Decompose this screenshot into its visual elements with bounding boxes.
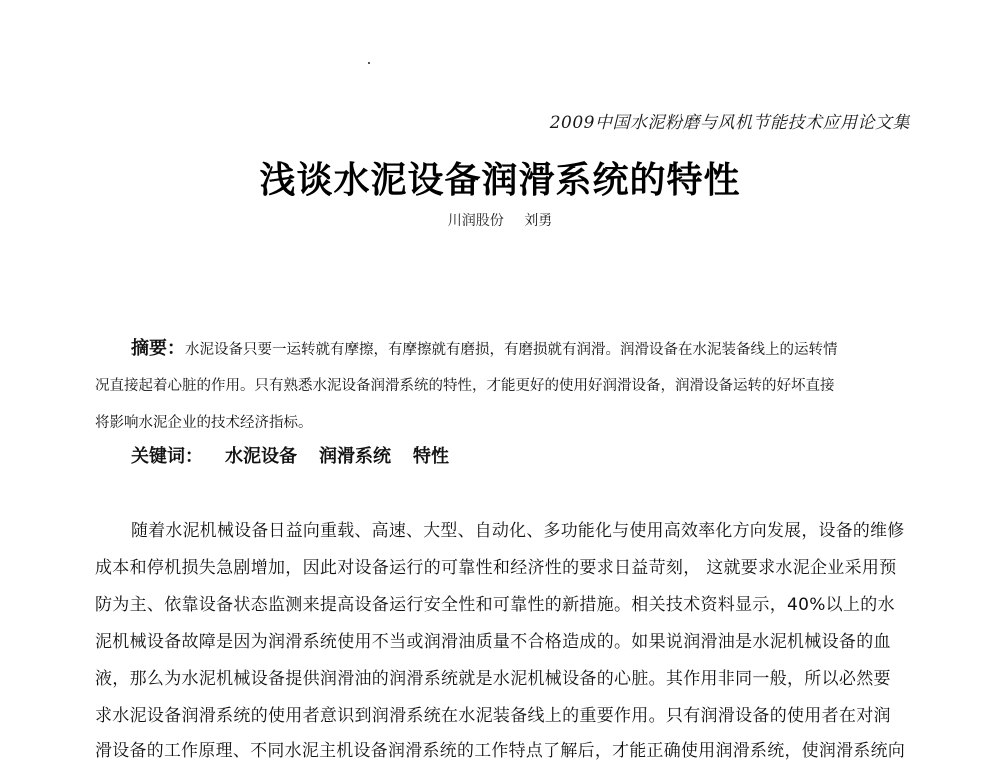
body-line-3: 防为主、依靠设备状态监测来提高设备运行安全性和可靠性的新措施。相关技术资料显示，40%以上的水 xyxy=(95,595,895,615)
author-line xyxy=(0,210,1000,230)
body-line-2: 成本和停机损失急剧增加，因此对设备运行的可靠性和经济性的要求日益苛刻， 这就要求水泥企业采用预 xyxy=(95,558,897,578)
abstract-line-3: 将影响水泥企业的技术经济指标。 xyxy=(95,415,313,431)
affiliation: 川润股份 xyxy=(447,213,504,229)
abstract-line-1 xyxy=(131,334,838,360)
abstract-text: 水泥设备只要一运转就有摩擦，有摩擦就有磨损，有磨损就有润滑。润滑设备在水泥装备线上的运转情 xyxy=(185,342,838,358)
scan-speck xyxy=(368,62,370,64)
keywords-line xyxy=(131,442,449,468)
body-line-4: 泥机械设备故障是因为润滑系统使用不当或润滑油质量不合格造成的。如果说润滑油是水泥机械设备的血 xyxy=(95,632,891,652)
keywords-label: 关键词： xyxy=(131,446,203,467)
author-name: 刘勇 xyxy=(524,213,553,229)
body-line-7: 滑设备的工作原理、不同水泥主机设备润滑系统的工作特点了解后，才能正确使用润滑系统，使润滑系统向 xyxy=(95,741,906,761)
body-line-5: 液，那么为水泥机械设备提供润滑油的润滑系统就是水泥机械设备的心脏。其作用非同一般，所以必然要 xyxy=(95,669,891,689)
abstract-line-2: 况直接起着心脏的作用。只有熟悉水泥设备润滑系统的特性，才能更好的使用好润滑设备，润滑设备运转的好坏直接 xyxy=(95,378,835,394)
collection-header: 2009中国水泥粉磨与风机节能技术应用论文集 xyxy=(549,113,910,133)
abstract-label: 摘要： xyxy=(131,338,185,359)
keyword-item: 润滑系统 xyxy=(319,446,391,467)
keyword-item: 水泥设备 xyxy=(225,446,297,467)
paper-title: 浅谈水泥设备润滑系统的特性 xyxy=(259,160,741,201)
keyword-item: 特性 xyxy=(413,446,449,467)
body-line-6: 求水泥设备润滑系统的使用者意识到润滑系统在水泥装备线上的重要作用。只有润滑设备的使用者在对润 xyxy=(95,706,891,726)
body-line-1: 随着水泥机械设备日益向重载、高速、大型、自动化、多功能化与使用高效率化方向发展，设备的维修 xyxy=(131,521,905,541)
